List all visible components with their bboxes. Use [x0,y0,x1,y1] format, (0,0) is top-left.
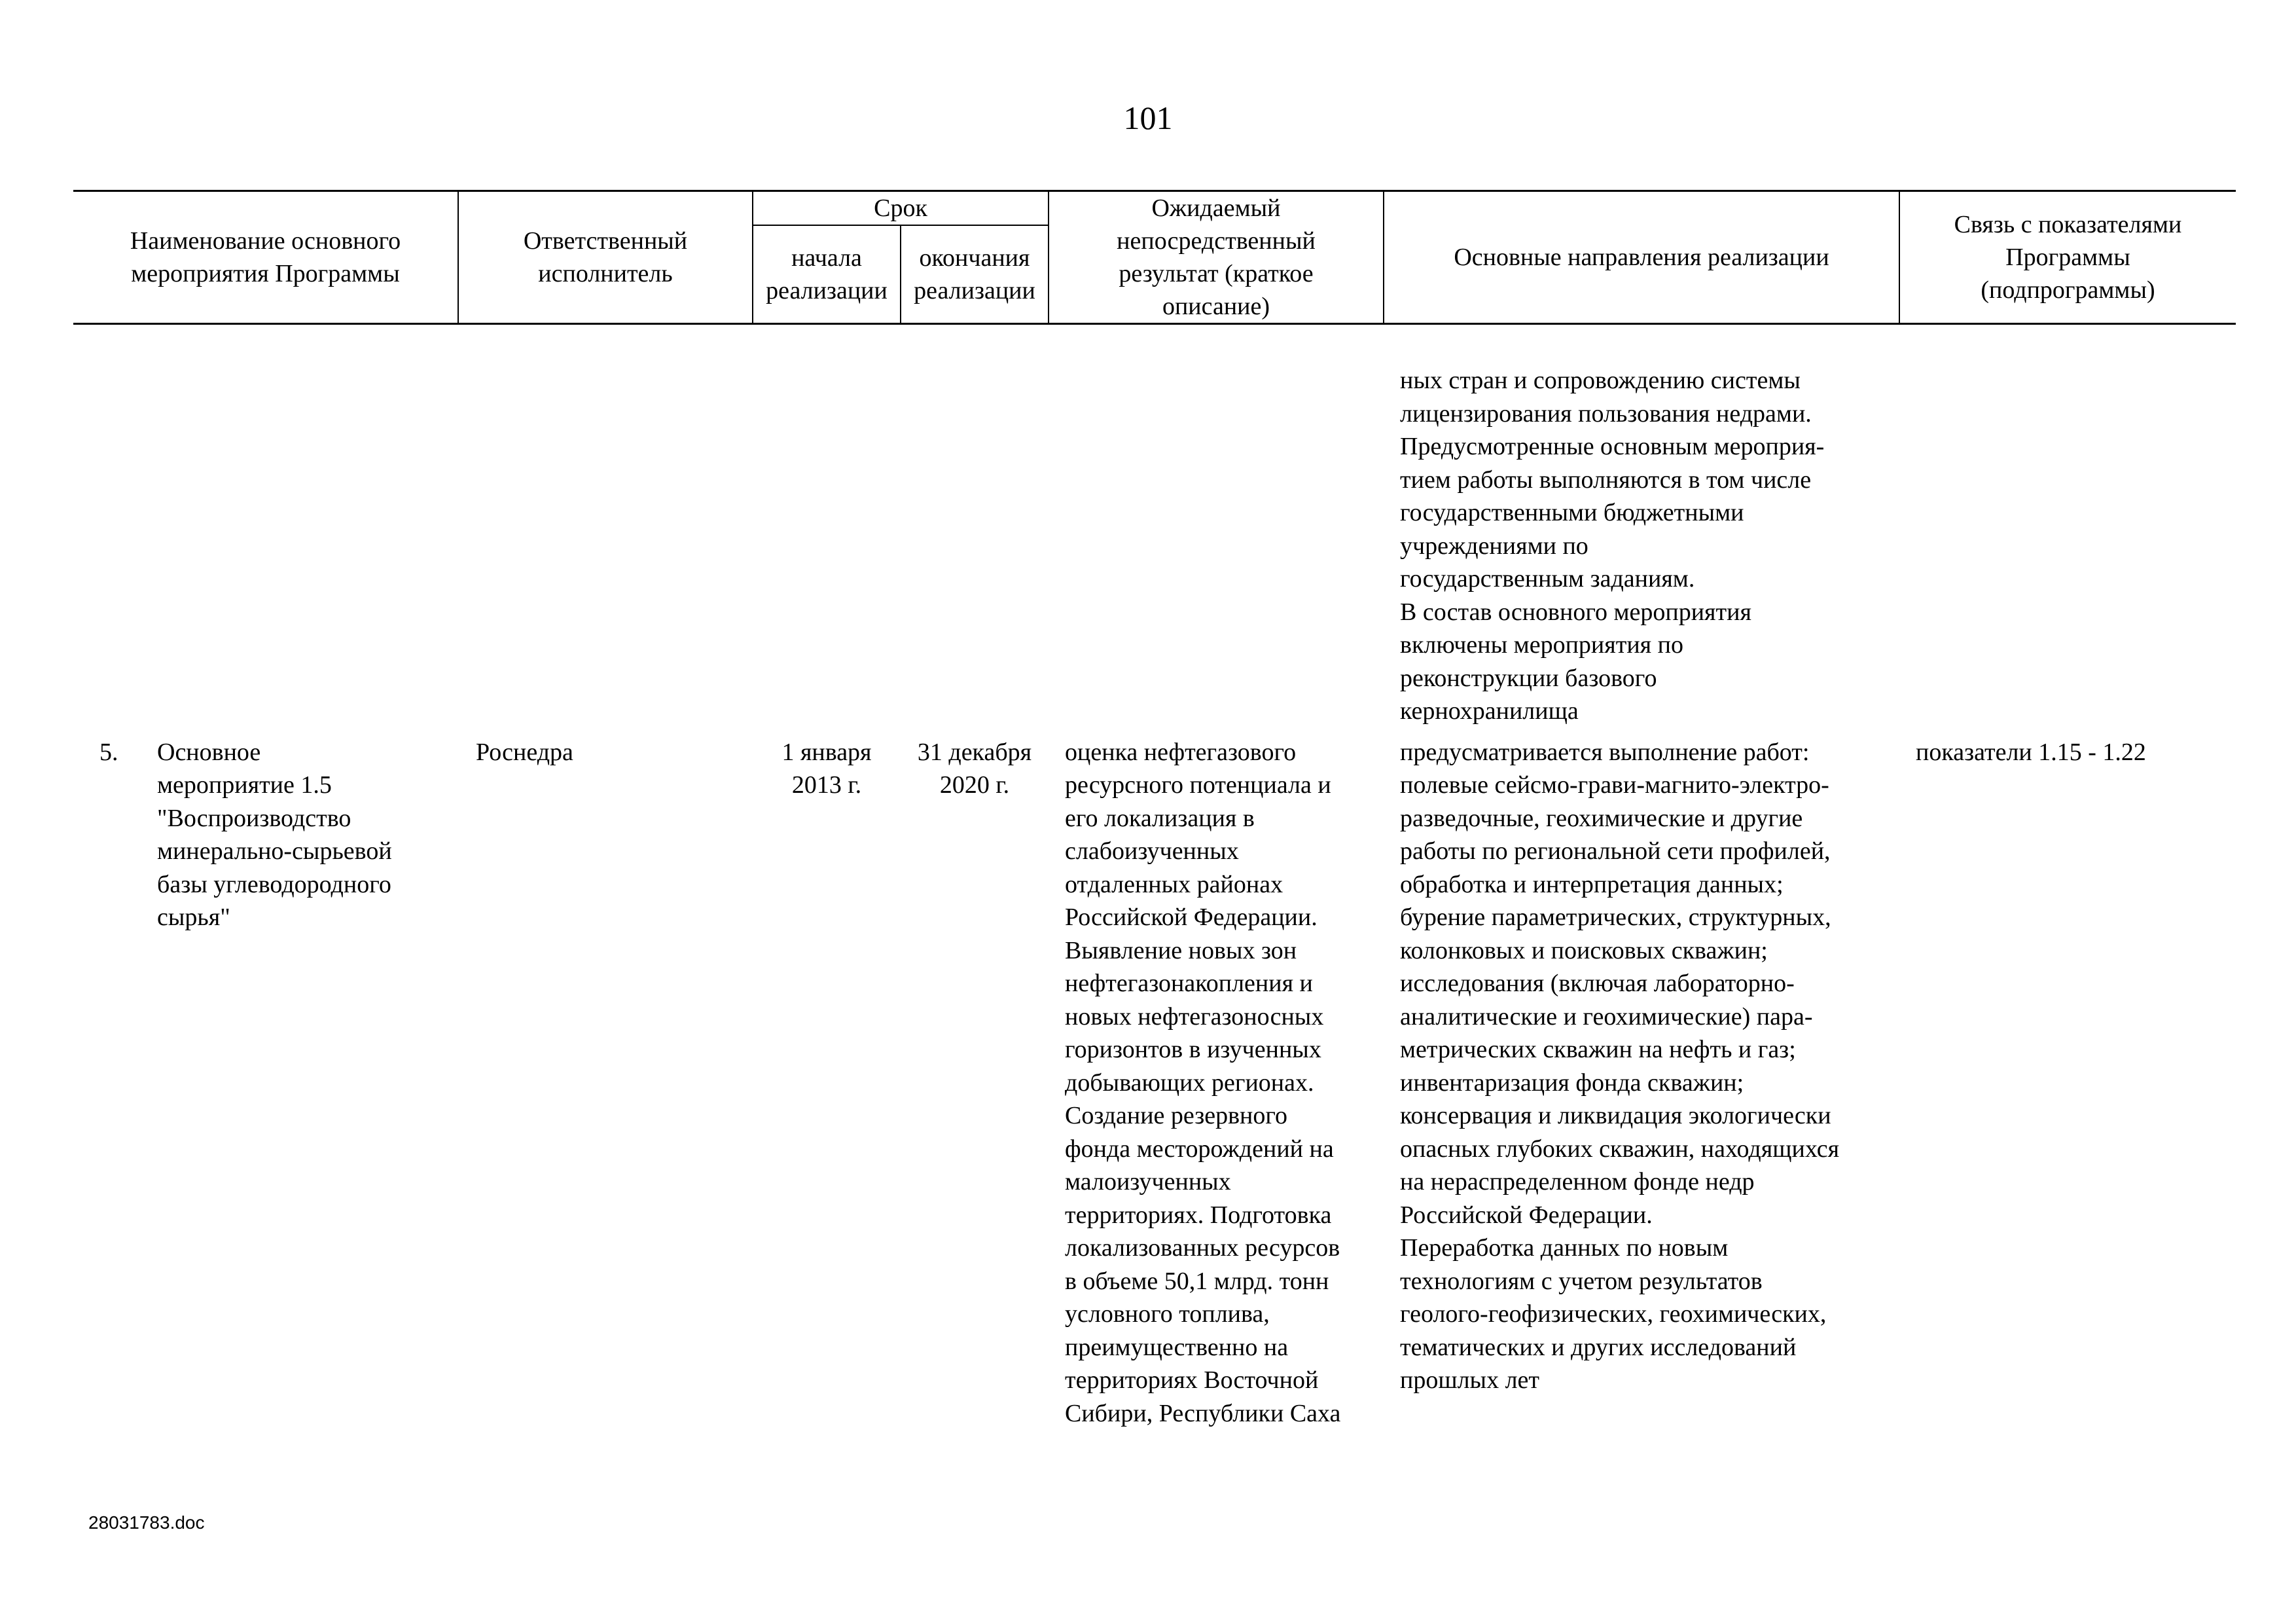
header-activity-name: Наименование основного мероприятия Программы [73,191,458,324]
continuation-line: государственным заданиям. [1400,565,1695,593]
direction-line: бурение параметрических, структурных, [1400,903,1831,931]
result-line: преимущественно на [1065,1333,1289,1361]
direction-line: технологиям с учетом результатов [1400,1267,1763,1295]
result-line: горизонтов в изученных [1065,1036,1321,1063]
result-line: Сибири, Республики Саха [1065,1399,1341,1427]
continuation-line: В состав основного мероприятия [1400,598,1751,626]
result-line: локализованных ресурсов [1065,1234,1340,1262]
direction-line: Российской Федерации. [1400,1201,1653,1229]
result-line: нефтегазонакопления и [1065,970,1313,997]
end-date-cell [901,736,1049,1431]
direction-line: консервация и ликвидация экологически [1400,1102,1831,1129]
result-line: условного топлива, [1065,1300,1270,1328]
direction-line: метрических скважин на нефть и газ; [1400,1036,1796,1063]
direction-line: обработка и интерпретация данных; [1400,870,1784,898]
continuation-line: тием работы выполняются в том числе [1400,465,1812,494]
row-number: 5. [99,738,118,766]
activity-cell [73,736,458,1431]
direction-line: разведочные, геохимические и другие [1400,804,1803,832]
direction-line: аналитические и геохимические) пара- [1400,1002,1813,1030]
continuation-line: включены мероприятия по [1400,631,1683,659]
direction-line: Переработка данных по новым [1400,1234,1729,1262]
continuation-line: государственными бюджетными [1400,499,1744,526]
result-line: ресурсного потенциала и [1065,771,1331,799]
continuation-line: кернохранилища [1400,697,1579,725]
header-directions: Основные направления реализации [1384,191,1899,324]
result-line: фонда месторождений на [1065,1135,1334,1163]
direction-line: опасных глубоких скважин, находящихся [1400,1135,1840,1163]
activity-name-line: минерально-сырьевой [157,837,392,865]
table-row [73,736,2236,1431]
result-line: малоизученных [1065,1168,1231,1195]
indicators-link-cell: показатели 1.15 - 1.22 [1916,738,2146,766]
start-date-line: 2013 г. [791,771,862,799]
result-line: отдаленных районах [1065,870,1283,898]
header-end: окончания реализации [901,225,1049,323]
result-line: Создание резервного [1065,1102,1288,1129]
expected-result-cell [1049,736,1384,1431]
end-date-line: 31 декабря [917,738,1032,766]
result-line: территориях Восточной [1065,1366,1319,1394]
result-line: территориях. Подготовка [1065,1201,1332,1229]
header-executor: Ответственный исполнитель [458,191,753,324]
header-indicators-link: Связь с показателями Программы (подпрограммы) [1899,191,2236,324]
program-activities-table [73,190,2236,1430]
direction-line: тематических и других исследований [1400,1333,1797,1361]
continuation-line: лицензирования пользования недрами. [1400,399,1812,428]
direction-line: полевые сейсмо-грави-магнито-электро- [1400,771,1829,799]
result-line: Российской Федерации. [1065,903,1318,931]
activity-name-line: базы углеводородного [157,870,391,898]
activity-name-line: сырья" [157,903,230,931]
start-date-line: 1 января [781,738,872,766]
direction-line: инвентаризация фонда скважин; [1400,1068,1744,1097]
continuation-line: учреждениями по [1400,532,1588,560]
header-start: начала реализации [753,225,901,323]
activity-name-line: Основное [157,738,261,766]
end-date-line: 2020 г. [939,771,1010,799]
footer-file-name: 28031783.doc [88,1512,205,1533]
result-line: оценка нефтегазового [1065,738,1297,766]
continuation-line: Предусмотренные основным мероприя- [1400,433,1825,460]
result-line: его локализация в [1065,804,1255,832]
header-term: Срок [753,191,1049,226]
direction-line: колонковых и поисковых скважин; [1400,936,1768,964]
direction-line: прошлых лет [1400,1366,1540,1394]
continuation-line: реконструкции базового [1400,664,1657,692]
direction-line: работы по региональной сети профилей, [1400,837,1831,865]
result-line: в объеме 50,1 млрд. тонн [1065,1267,1329,1295]
continuation-directions [1384,324,1899,736]
start-date-cell [753,736,901,1431]
result-line: Выявление новых зон [1065,936,1297,964]
continuation-row [73,324,2236,736]
direction-line: геолого-геофизических, геохимических, [1400,1300,1827,1328]
result-line: слабоизученных [1065,837,1239,865]
executor-cell: Роснедра [476,738,573,766]
page-number: 101 [1123,100,1173,136]
header-expected-result: Ожидаемый непосредственный результат (краткое описание) [1049,191,1384,324]
activity-name-line: "Воспроизводство [157,804,351,832]
activity-name-line: мероприятие 1.5 [157,771,332,799]
result-line: добывающих регионах. [1065,1068,1314,1097]
continuation-line: ных стран и сопровождению системы [1400,367,1801,394]
direction-line: исследования (включая лабораторно- [1400,970,1795,997]
direction-line: на нераспределенном фонде недр [1400,1168,1755,1195]
direction-line: предусматривается выполнение работ: [1400,738,1810,766]
result-line: новых нефтегазоносных [1065,1002,1324,1030]
table-header [73,191,2236,324]
activity-name [157,736,392,934]
directions-cell [1384,736,1899,1431]
